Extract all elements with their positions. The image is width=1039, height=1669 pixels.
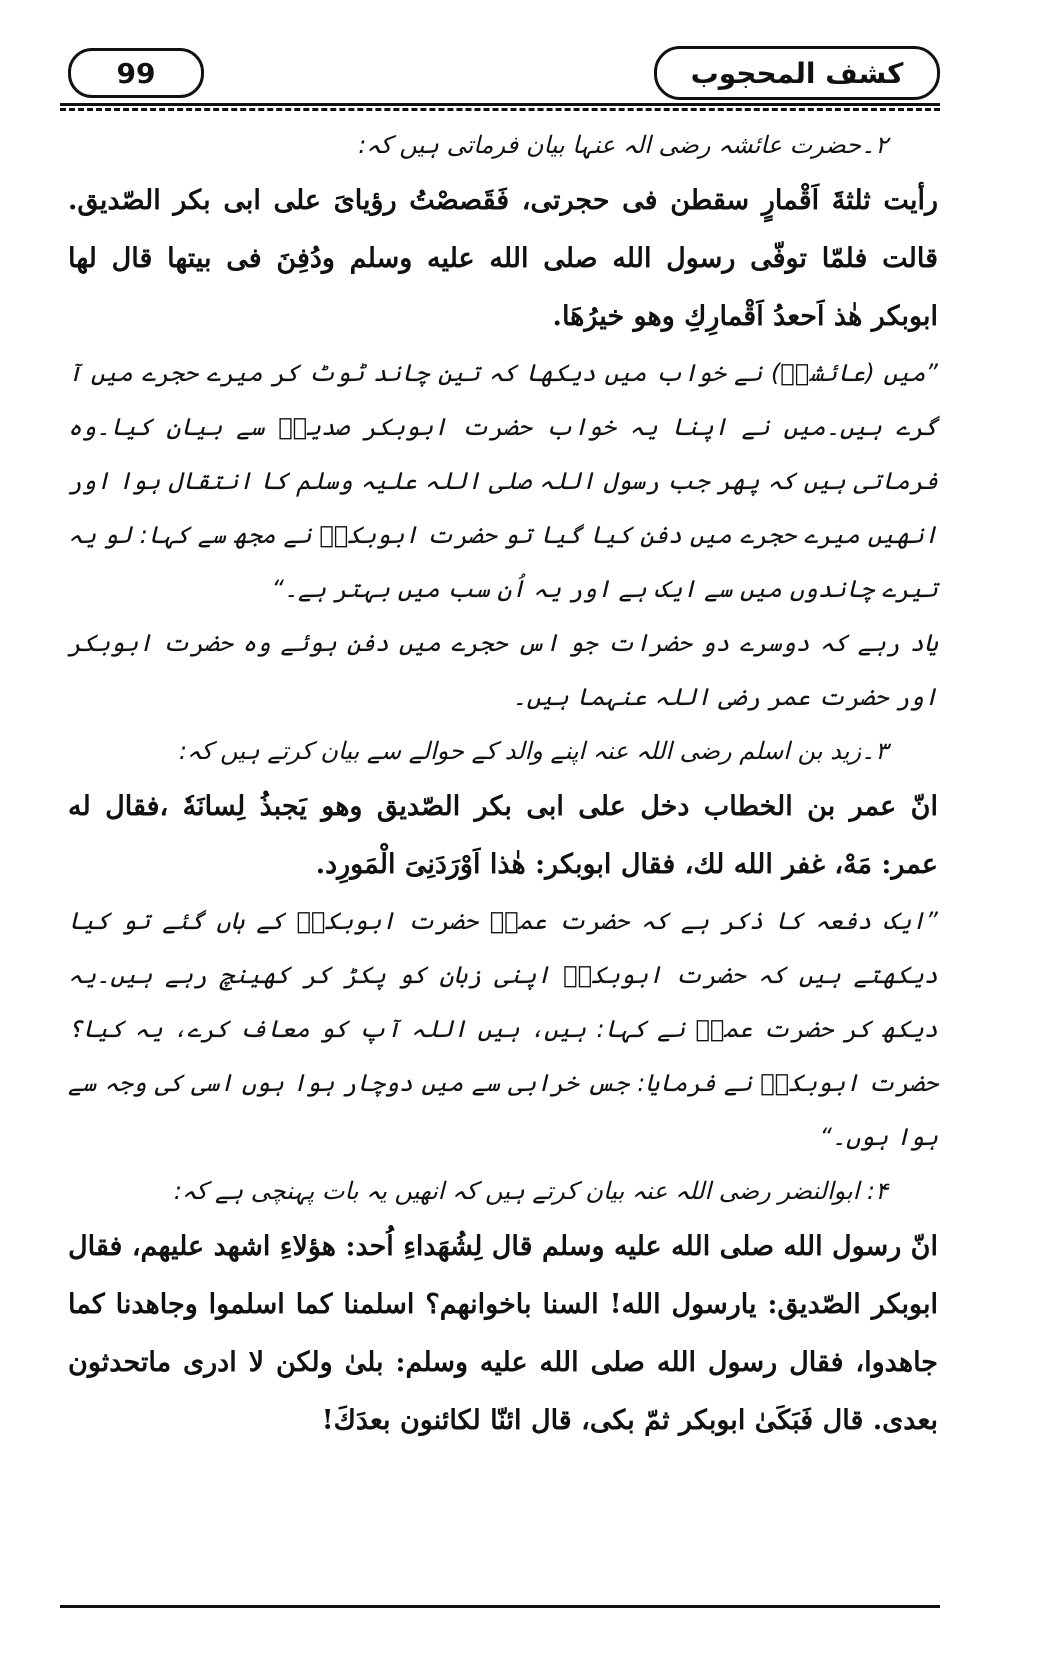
- book-title: كشف المحجوب: [654, 46, 940, 100]
- section-3-heading: ۳۔زید بن اسلم رضی اللہ عنہ اپنے والد کے حوالے سے بیان کرتے ہیں کہ:: [178, 737, 888, 765]
- section-3-arabic-text: انّ عمر بن الخطاب دخل على ابى بكر الصّديق وهو يَجبذُ لِسانَهٗ ،فقال له عمر: مَهْ، غفر الله لك، فقال ابوبكر: هٰذا اَوْرَدَنِىَ الْمَورِد.: [68, 791, 938, 880]
- section-2-note: یاد رہے کہ دوسرے دو حضرات جو اس حجرے میں دفن ہوئے وہ حضرت ابوبکر اور حضرت عمر رضی اللہ عنہما ہیں۔: [68, 629, 938, 711]
- section-2-translation: ”میں (عائشہؓ) نے خواب میں دیکھا کہ تین چاند ٹوٹ کر میرے حجرے میں آ گرے ہیں۔میں نے اپنا یہ خواب حضرت ابوبکر صدیقؓ سے بیان کیا۔وہ فرماتی ہیں کہ پھر جب رسول اللہ صلی اللہ علیہ وسلم کا انتقال ہوا اور انھیں میرے حجرے میں دفن کیا گیا تو حضرت ابوبکرؓ نے مجھ سے کہا: لو یہ تیرے چاندوں میں سے ایک ہے اور یہ اُن سب میں بہتر ہے۔“: [68, 359, 938, 603]
- section-3-translation: ”ایک دفعہ کا ذکر ہے کہ حضرت عمرؓ حضرت ابوبکرؓ کے ہاں گئے تو کیا دیکھتے ہیں کہ حضرت ابوبکرؓ اپنی زبان کو پکڑ کر کھینچ رہے ہیں۔یہ دیکھ کر حضرت عمرؓ نے کہا: ہیں، ہیں اللہ آپ کو معاف کرے، یہ کیا؟ حضرت ابوبکرؓ نے فرمایا: جس خرابی سے میں دوچار ہوا ہوں اسی کی وجہ سے ہوا ہوں۔“: [68, 907, 938, 1151]
- section-2-arabic-text: رأيت ثلثةَ اَقْمارٍ سقطن فى حجرتى، فَقَصصْتُ رؤياىَ على ابى بكر الصّديق. قالت فلمّا توفّى رسول الله صلى الله عليه وسلم ودُفِنَ فى بيتها قال لها ابوبكر هٰذ اَحعدُ اَقْمارِكِ وهو خيرُهَا.: [68, 185, 938, 332]
- footer-rule: [60, 1605, 940, 1608]
- page-content: [68, 118, 938, 1450]
- section-4-arabic-text: انّ رسول الله صلى الله عليه وسلم قال لِشُهَداءِ اُحد: هؤلاءِ اشهد عليهم، فقال ابوبكر الصّديق: يارسول الله! السنا باخوانهم؟ اسلمنا كما اسلموا وجاهدنا كما جاهدوا، فقال رسول الله صلى الله عليه وسلم: بلىٰ ولكن لا ادرى ماتحدثون بعدى. قال فَبَكَىٰ ابوبكر ثمّ بكى، قال ائنّا لكائنون بعدَكَ!: [68, 1231, 938, 1436]
- section-2-heading: ۲۔حضرت عائشہ رضی الہ عنہا بیان فرماتی ہیں کہ:: [358, 131, 888, 159]
- section-4-heading: ۴: ابوالنضر رضی اللہ عنہ بیان کرتے ہیں کہ انھیں یہ بات پہنچی ہے کہ:: [173, 1177, 888, 1205]
- header-rule: [60, 103, 940, 111]
- page-header: [60, 40, 940, 100]
- page-number: 99: [68, 48, 204, 98]
